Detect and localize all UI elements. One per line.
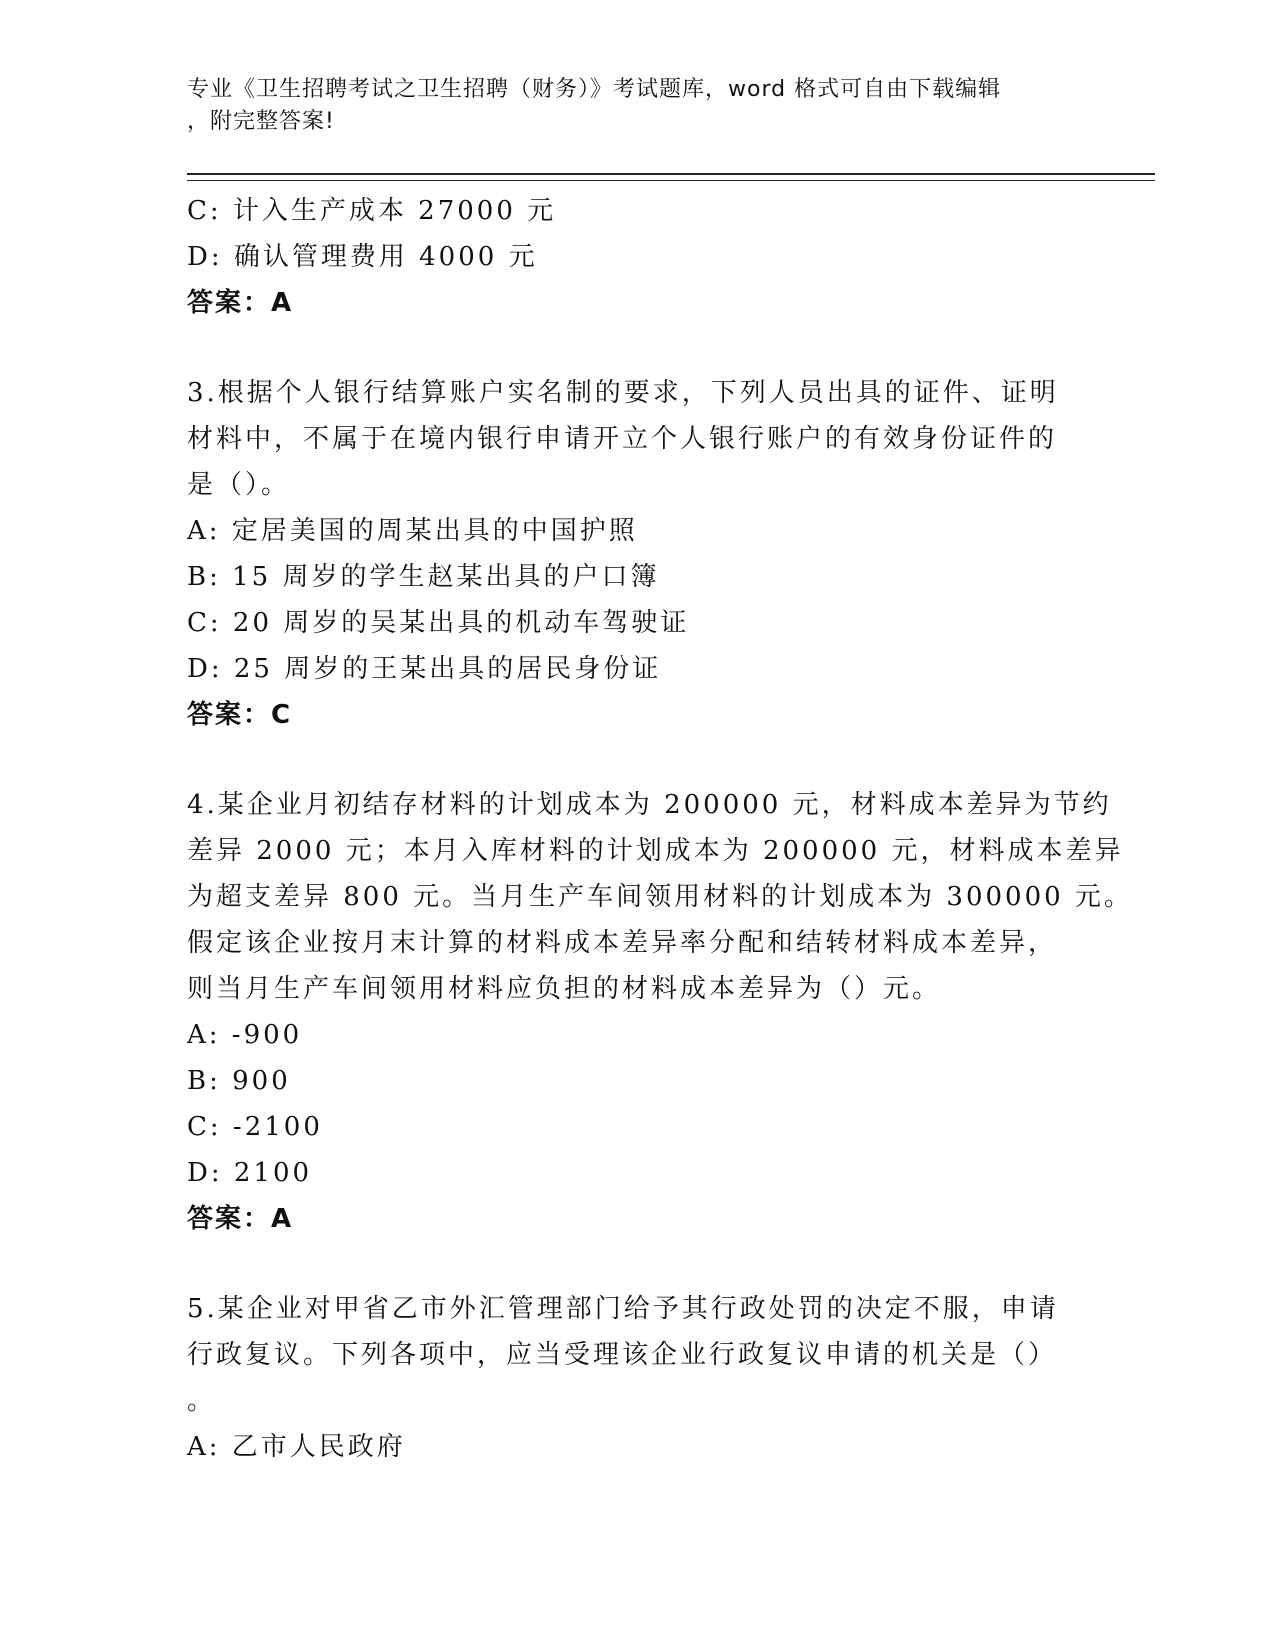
question-text-line: 。: [187, 1386, 217, 1416]
question-text-line: 3.根据个人银行结算账户实名制的要求，下列人员出具的证件、证明: [187, 378, 1059, 408]
question-text-line: 5.某企业对甲省乙市外汇管理部门给予其行政处罚的决定不服，申请: [187, 1294, 1059, 1324]
option-a: A: -900: [187, 1020, 303, 1050]
question-text-line: 为超支差异 800 元。当月生产车间领用材料的计划成本为 300000 元。: [187, 882, 1133, 912]
spacer: [187, 1242, 1087, 1286]
spacer: [187, 326, 1087, 370]
option-d: D: 25 周岁的王某出具的居民身份证: [187, 654, 662, 684]
answer-label: 答案：A: [187, 288, 294, 318]
option-d: D: 确认管理费用 4000 元: [187, 242, 538, 272]
option-a: A: 定居美国的周某出具的中国护照: [187, 516, 638, 546]
question-text-line: 假定该企业按月末计算的材料成本差异率分配和结转材料成本差异，: [187, 928, 1058, 958]
option-c: C: 20 周岁的吴某出具的机动车驾驶证: [187, 608, 690, 638]
header-line-1: 专业《卫生招聘考试之卫生招聘（财务）》考试题库，word 格式可自由下载编辑: [187, 77, 1002, 102]
header-divider-thick: [187, 173, 1155, 175]
question-text-line: 是（）。: [187, 470, 291, 500]
question-3: [187, 370, 1087, 738]
spacer: [187, 738, 1087, 782]
question-text-line: 4.某企业月初结存材料的计划成本为 200000 元，材料成本差异为节约: [187, 790, 1112, 820]
question-2-tail: [187, 188, 1087, 326]
option-b: B: 900: [187, 1066, 291, 1096]
option-d: D: 2100: [187, 1158, 313, 1188]
option-c: C: 计入生产成本 27000 元: [187, 196, 557, 226]
option-c: C: -2100: [187, 1112, 323, 1142]
question-list: [187, 188, 1133, 1470]
header-divider-thin: [187, 180, 1155, 181]
question-5: [187, 1286, 1087, 1470]
option-b: B: 15 周岁的学生赵某出具的户口簿: [187, 562, 660, 592]
answer-label: 答案：C: [187, 700, 293, 730]
answer-label: 答案：A: [187, 1204, 294, 1234]
question-4: [187, 782, 1133, 1242]
question-text-line: 则当月生产车间领用材料应负担的材料成本差异为（）元。: [187, 974, 942, 1004]
header-line-2: ，附完整答案!: [187, 109, 335, 134]
document-header: [187, 74, 1087, 138]
option-a: A: 乙市人民政府: [187, 1432, 406, 1462]
question-text-line: 材料中，不属于在境内银行申请开立个人银行账户的有效身份证件的: [187, 424, 1058, 454]
question-text-line: 差异 2000 元；本月入库材料的计划成本为 200000 元，材料成本差异: [187, 836, 1124, 866]
question-text-line: 行政复议。下列各项中，应当受理该企业行政复议申请的机关是（）: [187, 1340, 1058, 1370]
